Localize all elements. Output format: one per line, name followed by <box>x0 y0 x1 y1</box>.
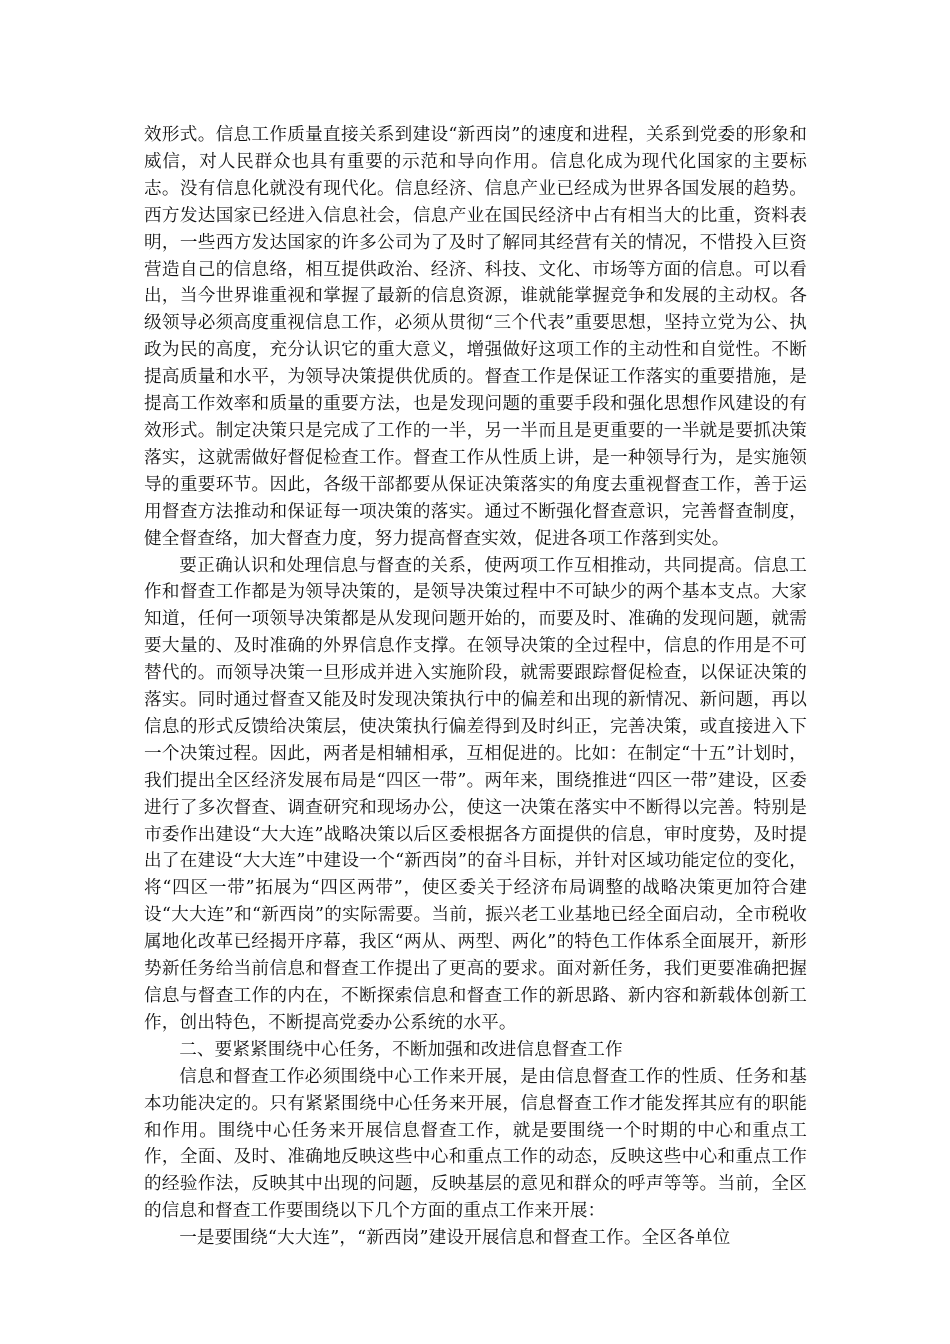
section-heading: 二、要紧紧围绕中心任务，不断加强和改进信息督查工作 <box>179 1039 623 1060</box>
paragraph-1: 效形式。信息工作质量直接关系到建设“新西岗”的速度和进程，关系到党委的形象和威信，对人民群众也具有重要的示范和导向作用。信息化成为现代化国家的主要标志。没有信息化就没有现代化。信息经济、信息产业已经成为世界各国发展的趋势。西方发达国家已经进入信息社会，信息产业在国民经济中占有相当大的比重，资料表明，一些西方发达国家的许多公司为了及时了解同其经营有关的情况，不惜投入巨资营造自己的信息络，相互提供政治、经济、科技、文化、市场等方面的信息。可以看出，当今世界谁重视和掌握了最新的信息资源，谁就能掌握竞争和发展的主动权。各级领导必须高度重视信息工作，必须从贯彻“三个代表”重要思想，坚持立党为公、执政为民的高度，充分认识它的重大意义，增强做好这项工作的主动性和自觉性。不断提高质量和水平，为领导决策提供优质的。督查工作是保证工作落实的重要措施，是提高工作效率和质量的重要方法，也是发现问题的重要手段和强化思想作风建设的有效形式。制定决策只是完成了工作的一半，另一半而且是更重要的一半就是要抓决策落实，这就需做好督促检查工作。督查工作从性质上讲，是一种领导行为，是实施领导的重要环节。因此，各级干部都要从保证决策落实的角度去重视督查工作，善于运用督查方法推动和保证每一项决策的落实。通过不断强化督查意识，完善督查制度，健全督查络，加大督查力度，努力提高督查实效，促进各项工作落到实处。 <box>144 125 807 549</box>
paragraph-4: 一是要围绕“大大连”，“新西岗”建设开展信息和督查工作。全区各单位 <box>179 1228 731 1249</box>
paragraph-3: 信息和督查工作必须围绕中心工作来开展，是由信息督查工作的性质、任务和基本功能决定的。只有紧紧围绕中心任务来开展，信息督查工作才能发挥其应有的职能和作用。围绕中心任务来开展信息督查工作，就是要围绕一个时期的中心和重点工作，全面、及时、准确地反映这些中心和重点工作的动态，反映这些中心和重点工作的经验作法，反映其中出现的问题，反映基层的意见和群众的呼声等等。当前，全区的信息和督查工作要围绕以下几个方面的重点工作来开展： <box>144 1066 807 1222</box>
document-body <box>144 122 807 1252</box>
paragraph-2: 要正确认识和处理信息与督查的关系，使两项工作互相推动，共同提高。信息工作和督查工作都是为领导决策的，是领导决策过程中不可缺少的两个基本支点。大家知道，任何一项领导决策都是从发现问题开始的，而要及时、准确的发现问题，就需要大量的、及时准确的外界信息作支撑。在领导决策的全过程中，信息的作用是不可替代的。而领导决策一旦形成并进入实施阶段，就需要跟踪督促检查，以保证决策的落实。同时通过督查又能及时发现决策执行中的偏差和出现的新情况、新问题，再以信息的形式反馈给决策层，使决策执行偏差得到及时纠正，完善决策，或直接进入下一个决策过程。因此，两者是相辅相承，互相促进的。比如：在制定“十五”计划时，我们提出全区经济发展布局是“四区一带”。两年来，围绕推进“四区一带”建设，区委进行了多次督查、调查研究和现场办公，使这一决策在落实中不断得以完善。特别是市委作出建设“大大连”战略决策以后区委根据各方面提供的信息，审时度势，及时提出了在建设“大大连”中建设一个“新西岗”的奋斗目标，并针对区域功能定位的变化，将“四区一带”拓展为“四区两带”，使区委关于经济布局调整的战略决策更加符合建设“大大连”和“新西岗”的实际需要。当前，振兴老工业基地已经全面启动，全市税收属地化改革已经揭开序幕，我区“两从、两型、两化”的特色工作体系全面展开，新形势新任务给当前信息和督查工作提出了更高的要求。面对新任务，我们更要准确把握信息与督查工作的内在，不断探索信息和督查工作的新思路、新内容和新载体创新工作，创出特色，不断提高党委办公系统的水平。 <box>144 555 807 1033</box>
